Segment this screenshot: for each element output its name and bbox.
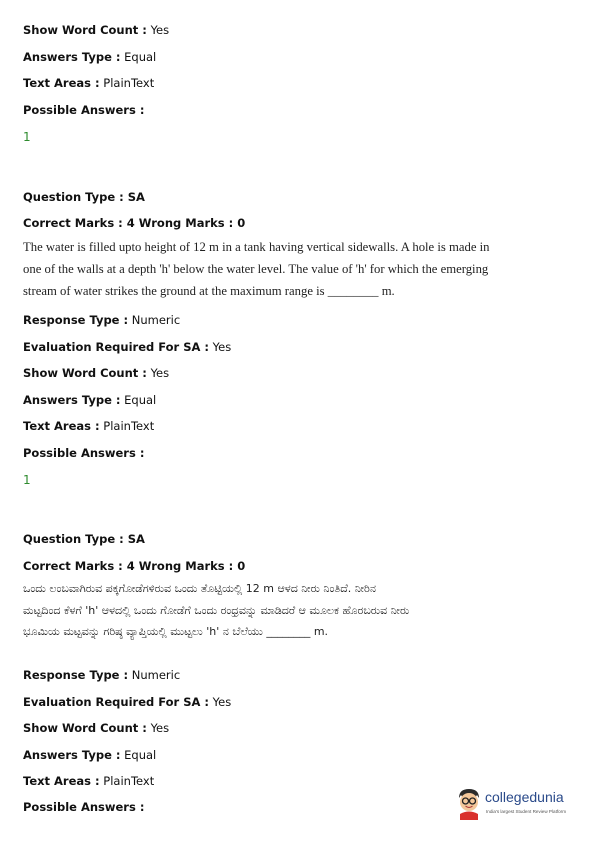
marks-text: Correct Marks : 4 Wrong Marks : 0 [23, 559, 246, 573]
question-type [23, 532, 145, 546]
question-line: The water is filled upto height of 12 m in a tank having vertical sidewalls. A hole is made in [23, 240, 490, 254]
show-word-count-label: Show Word Count : [23, 366, 147, 380]
answers-type-label: Answers Type : [23, 748, 121, 762]
question-line: ಭೂಮಿಯ ಮಟ್ಟವನ್ನು ಗರಿಷ್ಠ ವ್ಯಾಪ್ತಿಯಲ್ಲಿ ಮುಟ್ಟಲು 'h' ನ ಬೆಲೆಯು ________ m. [23, 625, 329, 638]
question-type-text: Question Type : SA [23, 532, 145, 546]
marks [23, 559, 245, 573]
question-text-kannada [23, 578, 463, 643]
response-type-label: Response Type : [23, 668, 129, 682]
marks [23, 216, 245, 230]
marks-text: Correct Marks : 4 Wrong Marks : 0 [23, 216, 246, 230]
question-line: ಮಟ್ಟದಿಂದ ಕೆಳಗೆ 'h' ಆಳದಲ್ಲಿ ಒಂದು ಗೋಡೆಗೆ ಒಂದು ರಂಧ್ರವನ್ನು ಮಾಡಿದರೆ ಆ ಮೂಲಕ ಹೊರಬರುವ ನೀರು [23, 603, 410, 617]
possible-answer-value: 1 [23, 130, 31, 144]
answers-type-label: Answers Type : [23, 50, 121, 64]
text-areas-label: Text Areas : [23, 774, 100, 788]
possible-answers [23, 800, 144, 814]
answers-type [23, 748, 156, 762]
possible-answers-label: Possible Answers : [23, 800, 145, 814]
question-text-english [23, 236, 490, 302]
text-areas [23, 774, 154, 788]
show-word-count-value: Yes [150, 23, 170, 37]
text-areas-label: Text Areas : [23, 76, 100, 90]
question-line: stream of water strikes the ground at the maximum range is ________ m. [23, 284, 395, 298]
response-type [23, 668, 180, 682]
logo-name: collegedunia [485, 789, 564, 805]
text-areas [23, 76, 154, 90]
show-word-count-value: Yes [150, 366, 170, 380]
student-mascot-icon [455, 786, 483, 820]
possible-answers [23, 446, 144, 460]
answers-type-label: Answers Type : [23, 393, 121, 407]
show-word-count-value: Yes [150, 721, 170, 735]
possible-answers-label: Possible Answers : [23, 103, 145, 117]
show-word-count-label: Show Word Count : [23, 721, 147, 735]
question-type-text: Question Type : SA [23, 190, 145, 204]
evaluation-required-label: Evaluation Required For SA : [23, 340, 210, 354]
show-word-count [23, 721, 169, 735]
response-type-label: Response Type : [23, 313, 129, 327]
response-type-value: Numeric [131, 668, 181, 682]
evaluation-required-value: Yes [212, 695, 232, 709]
evaluation-required [23, 695, 231, 709]
logo-tagline: India's largest Student Review Platform [486, 809, 567, 814]
response-type [23, 313, 180, 327]
evaluation-required [23, 340, 231, 354]
collegedunia-logo [455, 786, 585, 826]
answers-type [23, 393, 156, 407]
evaluation-required-value: Yes [212, 340, 232, 354]
show-word-count [23, 23, 169, 37]
response-type-value: Numeric [131, 313, 181, 327]
question-line: ಒಂದು ಲಂಬವಾಗಿರುವ ಪಕ್ಕಗೋಡೆಗಳಿರುವ ಒಂದು ತೊಟ್ಟಿಯಲ್ಲಿ 12 m ಆಳದ ನೀರು ನಿಂತಿದೆ. ನೀರಿನ [23, 582, 376, 595]
text-areas [23, 419, 154, 433]
show-word-count [23, 366, 169, 380]
text-areas-value: PlainText [103, 76, 155, 90]
text-areas-label: Text Areas : [23, 419, 100, 433]
possible-answer-value: 1 [23, 473, 31, 487]
possible-answers [23, 103, 144, 117]
text-areas-value: PlainText [103, 774, 155, 788]
evaluation-required-label: Evaluation Required For SA : [23, 695, 210, 709]
answers-type-value: Equal [124, 50, 157, 64]
answers-type-value: Equal [124, 393, 157, 407]
text-areas-value: PlainText [103, 419, 155, 433]
question-type [23, 190, 145, 204]
question-line: one of the walls at a depth 'h' below the water level. The value of 'h' for which the emerging [23, 262, 489, 276]
possible-answers-label: Possible Answers : [23, 446, 145, 460]
show-word-count-label: Show Word Count : [23, 23, 147, 37]
answers-type-value: Equal [124, 748, 157, 762]
answers-type [23, 50, 156, 64]
